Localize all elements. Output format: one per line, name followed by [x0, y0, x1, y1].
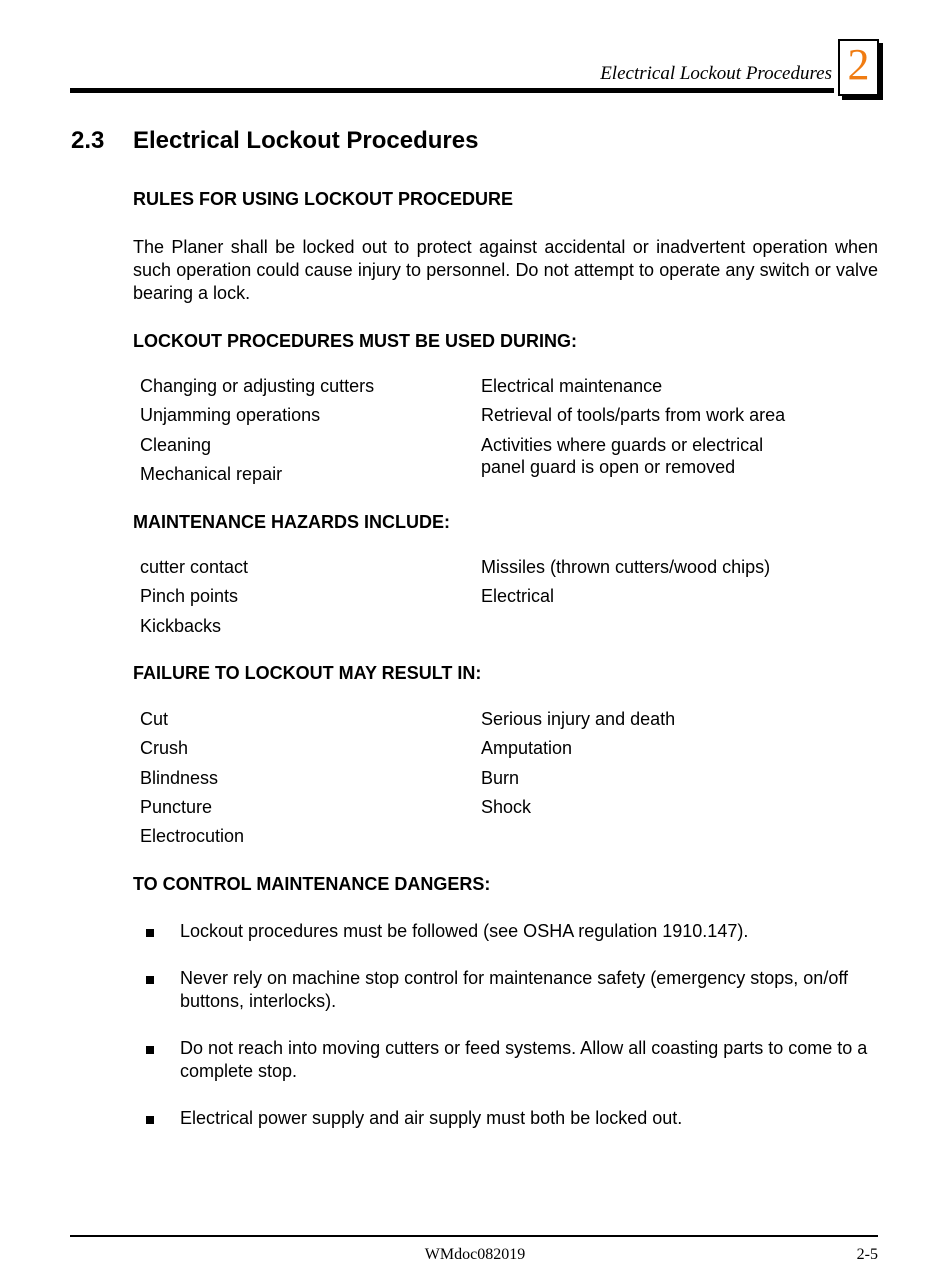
list-item: Unjamming operations [140, 405, 321, 426]
header-rule [70, 88, 834, 93]
list-item: Blindness [140, 767, 219, 788]
bullet-item [140, 1107, 878, 1130]
control-bullet-list [140, 920, 878, 1154]
rules-heading: RULES FOR USING LOCKOUT PROCEDURE [133, 189, 514, 209]
list-item: Serious injury and death [481, 709, 676, 729]
bullet-item [140, 967, 878, 1013]
footer-rule [70, 1235, 878, 1237]
bullet-item [140, 1037, 878, 1083]
square-bullet-icon [146, 1046, 154, 1054]
list-item: Burn [481, 767, 520, 788]
lockout-during-left-list [140, 372, 374, 489]
footer-document-id: WMdoc082019 [424, 1246, 526, 1263]
list-item: Activities where guards or electrical panel guard is open or removed [481, 434, 764, 477]
section-title: Electrical Lockout Procedures [133, 127, 479, 154]
square-bullet-icon [146, 976, 154, 984]
failure-heading: FAILURE TO LOCKOUT MAY RESULT IN: [133, 663, 482, 683]
bullet-text: Electrical power supply and air supply must both be locked out. [180, 1108, 683, 1128]
rules-paragraph: The Planer shall be locked out to protect against accidental or inadvertent operation when such operation could cause injury to personnel. Do not attempt to operate any switch or valve bearing a lock. [133, 237, 878, 303]
bullet-text: Never rely on machine stop control for maintenance safety (emergency stops, on/off buttons, interlocks). [180, 968, 849, 1011]
lockout-during-right-list [481, 372, 801, 478]
list-item: Cut [140, 709, 169, 729]
bullet-item [140, 920, 878, 943]
list-item: Mechanical repair [140, 463, 283, 484]
square-bullet-icon [146, 1116, 154, 1124]
list-item: Cleaning [140, 434, 212, 455]
list-item: Retrieval of tools/parts from work area [481, 405, 786, 426]
list-item: Missiles (thrown cutters/wood chips) [481, 557, 771, 577]
chapter-number: 2 [847, 40, 870, 89]
lockout-during-heading: LOCKOUT PROCEDURES MUST BE USED DURING: [133, 331, 578, 351]
list-item: Electrical maintenance [481, 376, 663, 396]
square-bullet-icon [146, 929, 154, 937]
list-item: Amputation [481, 738, 573, 759]
list-item: Puncture [140, 796, 213, 817]
control-heading: TO CONTROL MAINTENANCE DANGERS: [133, 874, 491, 894]
list-item: cutter contact [140, 557, 249, 577]
hazards-heading: MAINTENANCE HAZARDS INCLUDE: [133, 512, 450, 532]
list-item: Electrical [481, 586, 555, 607]
section-heading [71, 126, 478, 156]
bullet-text: Do not reach into moving cutters or feed systems. Allow all coasting parts to come to a complete stop. [180, 1038, 868, 1081]
list-item: Changing or adjusting cutters [140, 376, 375, 396]
list-item: Pinch points [140, 586, 239, 607]
list-item: Kickbacks [140, 615, 222, 636]
section-number: 2.3 [71, 127, 105, 154]
running-header-title: Electrical Lockout Procedures [600, 63, 832, 84]
bullet-text: Lockout procedures must be followed (see OSHA regulation 1910.147). [180, 921, 749, 941]
list-item: Shock [481, 796, 532, 817]
failure-right-list [481, 705, 675, 822]
footer-page-number: 2-5 [856, 1246, 878, 1263]
hazards-left-list [140, 553, 248, 641]
chapter-tab [838, 39, 879, 96]
hazards-right-list [481, 553, 770, 612]
list-item: Electrocution [140, 826, 245, 847]
failure-left-list [140, 705, 244, 851]
list-item: Crush [140, 738, 189, 759]
